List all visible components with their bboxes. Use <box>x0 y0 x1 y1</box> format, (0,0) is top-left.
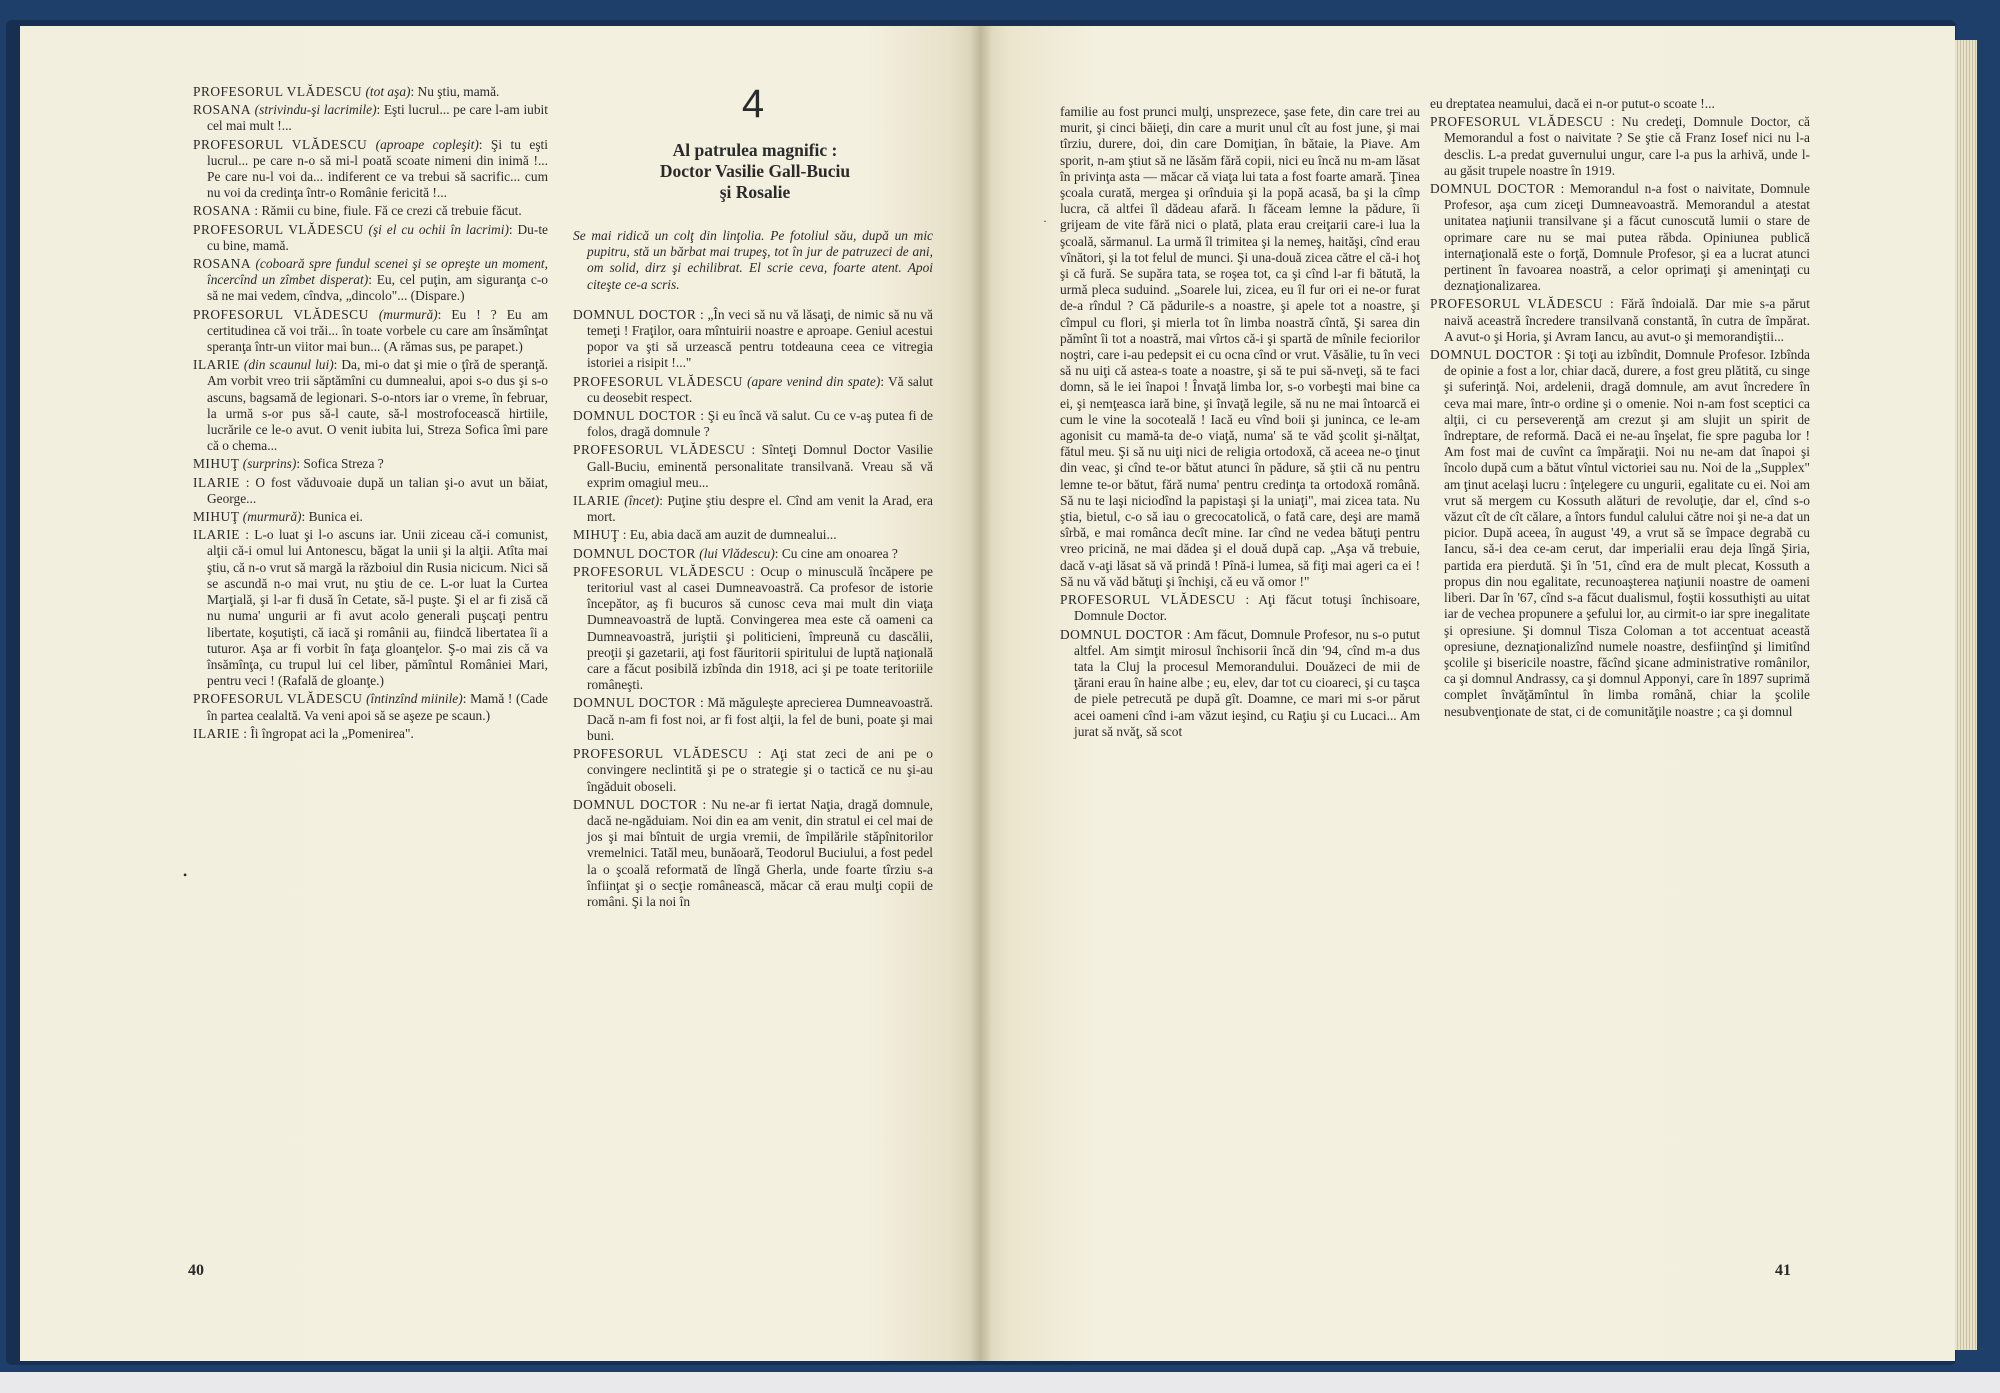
dialogue-line <box>573 493 933 525</box>
dialogue-text: : Nu ne-ar fi iertat Naţia, dragă domnule, dacă ne-ngăduiam. Noi din ea am venit, din stratul ei cel mai de jos şi mai bîntuit de urgia vremii, de împilările stăpînitorilor vremelnici. Tatăl meu, bunăoară, Teodorul Buciului, a fost pedel la o şcoală reformată de lîngă Gherla, unde foarte tîrziu s-a înfiinţat şi o secţie românească, măcar că erau mulţi copii de români. Şi la noi în <box>587 796 933 909</box>
speaker-name: PROFESORUL VLĂDESCU <box>193 136 368 152</box>
stage-direction: (surprins) <box>242 456 297 472</box>
dialogue-line <box>1060 627 1420 740</box>
speaker-name: DOMNUL DOCTOR <box>1430 181 1556 197</box>
stage-direction: (murmură) <box>378 306 438 322</box>
dialogue-text: : Da, mi-o dat şi mie o ţîră de speranţă. Am vorbit vreo trii săptămîni cu dumnealui, apoi s-o dus şi s-o ascuns, bagsamă de legionari. S-o-ntors iar o vreme, în februar, la urmă s-or pus să-l caute, să-l mostrofocească hirtiile, lucrările ce le-o avut. O venit iubita lui, Streza Sofica îmi pare că o chema... <box>207 357 548 454</box>
speaker-name: ILARIE <box>193 527 240 543</box>
left-column-2 <box>573 228 933 912</box>
dialogue-line <box>573 374 933 406</box>
stage-direction: (întinzînd miinile) <box>366 691 463 707</box>
speaker-name: MIHUŢ <box>193 509 240 525</box>
dialogue-text: : O fost văduvoaie după un talian şi-o avut un băiat, George... <box>207 474 548 506</box>
dialogue-line <box>193 691 548 723</box>
page-number-left: 40 <box>188 1262 204 1279</box>
stage-direction-intro: Se mai ridică un colţ din linţolia. Pe fotoliul său, după un mic pupitru, stă un bărbat mai trupeş, tot în jur de patruzeci de ani, om solid, dirz şi echilibrat. El scrie ceva, foarte atent. Apoi citeşte ce-a scris. <box>573 228 933 292</box>
dialogue-text: : Aţi stat zeci de ani pe o convingere neclintită şi pe o strategie şi o tactică ce nu şi-au îngăduit oboseli. <box>587 746 933 794</box>
dialogue-text: : Eşti lucrul... pe care l-am iubit cel mai mult !... <box>207 102 548 134</box>
dialogue-text: : Eu, cel puţin, am siguranţa c-o să ne mai vedem, cîndva, „dincolo"... (Dispare.) <box>207 272 548 304</box>
dialogue-text: : Fără îndoială. Dar mie s-a părut naivă aceastră încredere transilvană constantă, în cutra de împărat. A avut-o şi Horia, şi Avram Iancu, au avut-o şi memorandiştii... <box>1444 296 1810 344</box>
dialogue-text: : Eu, abia dacă am auzit de dumnealui... <box>622 527 837 543</box>
speaker-name: MIHUŢ <box>573 527 620 543</box>
dialogue-line <box>193 307 548 356</box>
dialogue-text: : Şi tu eşti lucrul... pe care n-o să mi-l poată scoate nimeni din inimă !... Pe care nu-l voi da... indiferent ce va trebui să sacrific... cum nu voi da credinţa într-o Românie fericită !... <box>207 136 548 201</box>
dialogue-text: : Rămii cu bine, fiule. Fă ce crezi că trebuie făcut. <box>254 203 522 219</box>
page-edges <box>1955 40 1977 1350</box>
dialogue-text: : Şi toţi au izbîndit, Domnule Profesor. Izbînda de opinie a fost a lor, chiar dacă, durere, a fost greu plătită, cu singe şi suferinţă. Noi, ardelenii, dragă domnule, am avut încredere în ceva mai mare, într-o ordine şi o omenie. Noi n-am fost sceptici ca alţii, ci cu perseverenţă am crezut şi am slujit un spirit de îndreptare, de reformă. Dacă ei ne-au înşelat, fie spre paguba lor ! Am fost mai de cuvînt ca împăraţii. Noi nu ne-am dat înapoi şi încolo după cum a bătut vîntul victoriei sau nu. Noi de la „Supplex" am ţinut acelaşi lucru : înţelegere cu ungurii, egalitate cu ei. Noi am vrut să mergem cu Kossuth alături de revoluţie, dar el, cînd s-o văzut cît de cît călare, a întors fundul calului către noi şi ne-a dat un picior. După aceea, în august '49, a vrut să se împace degrabă cu Iancu, să-i dea ce-am cerut, dar imperialii erau deja lîngă Şiria, partida era pierdută. Şi în '51, cînd era de mult plecat, Kossuth a propus din nou egalitate, recunoaşterea naţiunii noastre de oameni liberi. Dar în '67, cînd s-a făcut dualismul, foştii kossuthişti au uitat iar de vechea propunere a şefului lor, au cirmit-o iar spre inegalitate şi opresiune. Şi domnul Tisza Coloman a tot accentuat această opresiune, deznaţionalizînd numele noastre, desfiinţînd şi limitînd şcolile şi bisericile noastre, făcînd şicane administrative românilor, ca şi domnul Andrassy, ca şi domnul Apponyi, care în 1897 suprimă complet învăţămîntul în limba română, chiar la şcolile nesubvenţionate de stat, ci de comunităţile noastre ; ca şi domnul <box>1444 347 1810 719</box>
speaker-name: DOMNUL DOCTOR <box>573 408 697 424</box>
left-column-1 <box>193 84 548 744</box>
speaker-name: PROFESORUL VLĂDESCU <box>573 563 745 579</box>
dialogue-text: : Vă salut cu deosebit respect. <box>587 373 934 405</box>
chapter-title-line: şi Rosalie <box>719 182 791 202</box>
dialogue-line <box>193 256 548 305</box>
dialogue-line <box>193 84 548 100</box>
dialogue-line <box>573 442 933 491</box>
dialogue-text: : Sofica Streza ? <box>296 456 384 472</box>
dialogue-line <box>1060 592 1420 624</box>
dialogue-line <box>1430 347 1810 720</box>
stage-direction: (strivindu-şi lacrimile) <box>254 102 377 118</box>
dialogue-text: : Bunica ei. <box>301 509 363 525</box>
dialogue-text: : Cu cine am onoarea ? <box>774 545 898 561</box>
speaker-name: DOMNUL DOCTOR <box>573 695 697 711</box>
chapter-title-line: Al patrulea magnific : <box>672 140 838 160</box>
dialogue-line <box>1430 181 1810 294</box>
dialogue-text: eu dreptatea neamului, dacă ei n-or putut-o scoate !... <box>1430 96 1715 111</box>
speaker-name: PROFESORUL VLĂDESCU <box>1430 114 1604 130</box>
dialogue-text: : Mamă ! (Cade în partea cealaltă. Va veni apoi să se aşeze pe scaun.) <box>207 691 548 723</box>
dialogue-line <box>193 726 548 742</box>
stage-direction: (tot aşa) <box>365 84 411 99</box>
dialogue-text: : L-o luat şi l-o ascuns iar. Unii ziceau că-i comunist, alţii că-i omul lui Antonescu, băgat la unii şi la alţii. Atîta mai ştiu, că n-o vrut să margă la războiul din Rusia nicicum. Nici să se ascundă n-o mai vrut, nu ştiu de ce. L-or luat la Curtea Marţială, şi l-ar fi dusă în Cetate, să-l puşte. Şi el ar fi zisă că nu numa' ungurii ar fi avut acolo generali puşcaţi pentru libertate, koşutişti, că iacă şi românii au, fiindcă libertatea îi a tuturor. Aşa ar fi vorbit în faţa gloanţelor. Ş-o mai zis că va însămînţa, cu trupul lui cel liber, pămîntul României Mari, pentru veci ! (Rafală de gloanţe.) <box>207 527 548 689</box>
page-number-right: 41 <box>1775 1262 1791 1279</box>
speaker-name: PROFESORUL VLĂDESCU <box>1430 296 1603 312</box>
speaker-name: DOMNUL DOCTOR <box>573 545 696 561</box>
dialogue-line <box>193 102 548 134</box>
stage-direction: (încet) <box>624 493 660 509</box>
speaker-name: ROSANA <box>193 256 252 272</box>
dialogue-text: : Sînteţi Domnul Doctor Vasilie Gall-Buciu, eminentă personalitate transilvană. Vreau să vă exprim omagiul meu... <box>587 442 934 490</box>
speaker-name: PROFESORUL VLĂDESCU <box>193 306 369 322</box>
dialogue-line <box>573 797 933 910</box>
speaker-name: ILARIE <box>193 725 240 741</box>
speaker-name: PROFESORUL VLĂDESCU <box>573 373 743 389</box>
dialogue-line <box>1430 296 1810 345</box>
speaker-name: PROFESORUL VLĂDESCU <box>573 746 749 762</box>
speaker-name: DOMNUL DOCTOR <box>1430 347 1554 363</box>
dialogue-text: : Eu ! ? Eu am certitudinea că voi trăi... în toate vorbele cu care am însămînţat speranţa într-un viitor mai bun... (A rămas sus, pe parapet.) <box>207 306 548 355</box>
dialogue-line <box>1430 114 1810 179</box>
speaker-name: ILARIE <box>573 493 620 509</box>
dialogue-line <box>1060 104 1420 590</box>
dialogue-line <box>573 546 933 562</box>
dialogue-text: : Ocup o minusculă încăpere pe teritoriul vast al casei Dumneavoastră. Ca profesor de istorie începător, aş fi bucuros să cunosc ceva mai mult din viaţa Dumneavoastră de luptă. Convingerea mea este că oameni ca Dumneavoastră, juriştii şi politicieni, împreună cu dascălii, preoţii şi gazetarii, aţi fost făuritorii spiritului de luptă naţională care a făcut posibilă izbînda din 1918, aci şi pe toate teritoriile româneşti. <box>587 563 933 693</box>
stage-direction: (apare venind din spate) <box>747 373 881 389</box>
dialogue-text: : Nu credeţi, Domnule Doctor, că Memorandul a fost o naivitate ? Se ştie că Franz Iosef nici nu l-a desclis. L-a predat guvernului ungur, care l-a pus la arhivă, unde l-au găsit trupele noastre în 1919. <box>1444 114 1810 178</box>
speaker-name: PROFESORUL VLĂDESCU <box>193 221 364 237</box>
right-column-1 <box>1060 104 1420 742</box>
speaker-name: DOMNUL DOCTOR <box>1060 626 1184 642</box>
dialogue-text: : Mă măguleşte aprecierea Dumneavoastră. Dacă n-am fi fost noi, ar fi fost alţii, la fel de buni, poate şi mai buni. <box>587 695 933 743</box>
chapter-title-line: Doctor Vasilie Gall-Buciu <box>659 161 851 181</box>
speaker-name: ROSANA <box>193 102 252 118</box>
dialogue-text: : Memorandul n-a fost o naivitate, Domnule Profesor, aşa cum ziceţi Dumneavoastră. Memorandul a atestat unitatea naţiunii transilvane şi a făcut cunoscută lumii o stare de oprimare care nu se mai putea răbda. Opiniunea publică internaţională este o forţă, Domnule Profesor, şi ea a lucrat atunci pertinent în favoarea noastră, a celor oprimaţi şi ameninţaţi cu deznaţionalizarea. <box>1444 181 1810 294</box>
dialogue-line <box>193 222 548 254</box>
dialogue-line <box>193 456 548 472</box>
dialogue-line <box>573 746 933 795</box>
speaker-name: ILARIE <box>193 357 240 373</box>
speaker-name: DOMNUL DOCTOR <box>573 306 697 322</box>
speaker-name: PROFESORUL VLĂDESCU <box>193 691 363 707</box>
dialogue-line <box>193 527 548 689</box>
speaker-name: ILARIE <box>193 474 240 490</box>
margin-dot: · <box>1043 214 1047 228</box>
dialogue-line <box>193 137 548 202</box>
dialogue-line <box>573 695 933 744</box>
dialogue-text: : Îi îngropat aci la „Pomenirea". <box>243 725 414 741</box>
dialogue-line <box>573 564 933 694</box>
dialogue-text: : Du-te cu bine, mamă. <box>207 221 548 253</box>
dialogue-line <box>573 527 933 543</box>
speaker-name: DOMNUL DOCTOR <box>573 796 698 812</box>
dialogue-text: : Am făcut, Domnule Profesor, nu s-o putut altfel. Am simţit mirosul închisorii încă din '94, cînd m-a dus tata la Cluj la procesul Memorandului. Douăzeci de mii de ţărani erau în haine albe ; eu, elev, dar tot cu cioareci, şi cu taşca de piele petrecută pe după gît. Doamne, ce mari mi s-or părut acei oameni cînd i-am văzut ieşind, cu Raţiu şi cu Lucaci... Am jurat să nvăţ, să scot <box>1074 626 1420 739</box>
dialogue-line <box>193 357 548 454</box>
stage-direction: (aproape copleşit) <box>375 136 479 152</box>
speaker-name: ROSANA <box>193 203 252 219</box>
dialogue-text: : Aţi făcut totuşi închisoare, Domnule Doctor. <box>1074 592 1420 624</box>
book-gutter <box>970 26 992 1361</box>
right-column-2 <box>1430 96 1810 722</box>
scan-background <box>0 1372 2000 1393</box>
speaker-name: MIHUŢ <box>193 456 240 472</box>
dialogue-line <box>573 408 933 440</box>
margin-dot: • <box>183 868 188 882</box>
dialogue-line <box>193 203 548 219</box>
dialogue-line <box>193 509 548 525</box>
stage-direction: (lui Vlădescu) <box>699 545 775 561</box>
stage-direction: (murmură) <box>242 509 302 525</box>
dialogue-line <box>573 307 933 372</box>
stage-direction: (din scaunul lui) <box>243 357 334 373</box>
dialogue-text: familie au fost prunci mulţi, unsprezece, şase fete, din care trei au murit, şi cinci băieţi, din care a murit unul cît au fost june, şi mai tîrziu, durere, doi, din care Domiţian, în bătaie, la Piave. Am sporit, n-am ştiut să ne lăsăm fără copii, nici eu încă nu m-am lăsat în privinţa asta — măcar că viaţa lui tata a fost foarte amară. Ţinea şcoala curată, mergea şi orînduia şi la popă acasă, ba şi la cîmp lucra, că altfei îl dădeau afară. Iı făceam lemne la pădure, îi grijeam de vite fără nici o plată, plata erau creiţarii care-i lua la şcoală, sărmanul. La urmă îl trimitea şi la nemeş, haităşi, cînd erau vînători, şi la tot felul de munci. Şi una-două zicea către el că-i hoţ şi că fură. Se supăra tata, se roşea tot, ca şi cînd l-ar fi bătută, la urmă pleca suduind. „Soarele lui, zicea, eu îl fur ori ei ne-or furat de-a rîndul ? Că pădurile-s a noastre, şi apele tot a noastre, şi cîmpul cu flori, şi mierla tot în limba noastră cîntă, Şi sarea din pămînt îi tot a noastră, mai vîrtos că-i şi spartă de mînile feciorilor noştri, care i-au pedepsit ei cu ocna cînd or vrut. Văsălie, tu în veci să nu uiţi că astea-s toate a noastre, şi să te pui să-nveţi, să te faci domn, să le iei înapoi ! Învaţă limba lor, s-o vorbeşti mai bine ca ei, şi nemţeasca iară bine, şi învaţă legile, să nu ne mai întoarcă ei cum le vine la socoteală ! Iacă eu vînd boii şi juninca, ce le-am agonisit cu mamă-ta de-o viaţă, numa' să te văd şcolit şi-nălţat, fătul meu. Şi să nu uiţi nici de religia ortodoxă, că aceea ne-o ţinut din veac, şi cînd te-or bătut atunci în pădure, să ştii că nu pentru lemne te-or bătut, fără numa' pentru credinţa ta ortodoxă română. Să nu te laşi niciodînd la papistaşi şi la uniaţi", mai zicea tata. Nu ştia, bietul, c-o să iau o grecocatolică, o fată care, deşi are mamă sîrbă, e mai românca decît mine. Iar cînd ne vedea bătuţi pentru vreo pricină, ne mai dădea şi el două după cap. „Aşa vă trebuie, dacă v-aţi lăsat să vă prindă ! Pînă-i lumea, să fiţi mai ageri ca ei ! Să nu vă văd bătuţi şi închişi, că eu vă omor !" <box>1060 104 1420 589</box>
chapter-title <box>600 140 910 203</box>
speaker-name: PROFESORUL VLĂDESCU <box>573 442 746 458</box>
speaker-name: PROFESORUL VLĂDESCU <box>1060 592 1236 608</box>
stage-direction: (coboară spre fundul scenei şi se opreşte un moment, încercînd un zîmbet disperat) <box>207 256 548 288</box>
dialogue-text: : „În veci să nu vă lăsaţi, de nimic să nu vă temeţi ! Fraţilor, oara mîntuirii noastre e aproape. Geniul acestui popor va şti să urzească pentru totdeauna ceea ce vitregia istoriei a risipit !..." <box>587 306 933 371</box>
dialogue-text: : Şi eu încă vă salut. Cu ce v-aş putea fi de folos, dragă domnule ? <box>587 408 933 440</box>
dialogue-text: : Nu ştiu, mamă. <box>410 84 500 99</box>
dialogue-text: : Puţine ştiu despre el. Cînd am venit la Arad, era mort. <box>587 493 933 525</box>
stage-direction: (şi el cu ochii în lacrimi) <box>368 221 509 237</box>
dialogue-line <box>193 475 548 507</box>
dialogue-line <box>1430 96 1810 112</box>
chapter-number: 4 <box>741 82 765 126</box>
speaker-name: PROFESORUL VLĂDESCU <box>193 84 363 99</box>
